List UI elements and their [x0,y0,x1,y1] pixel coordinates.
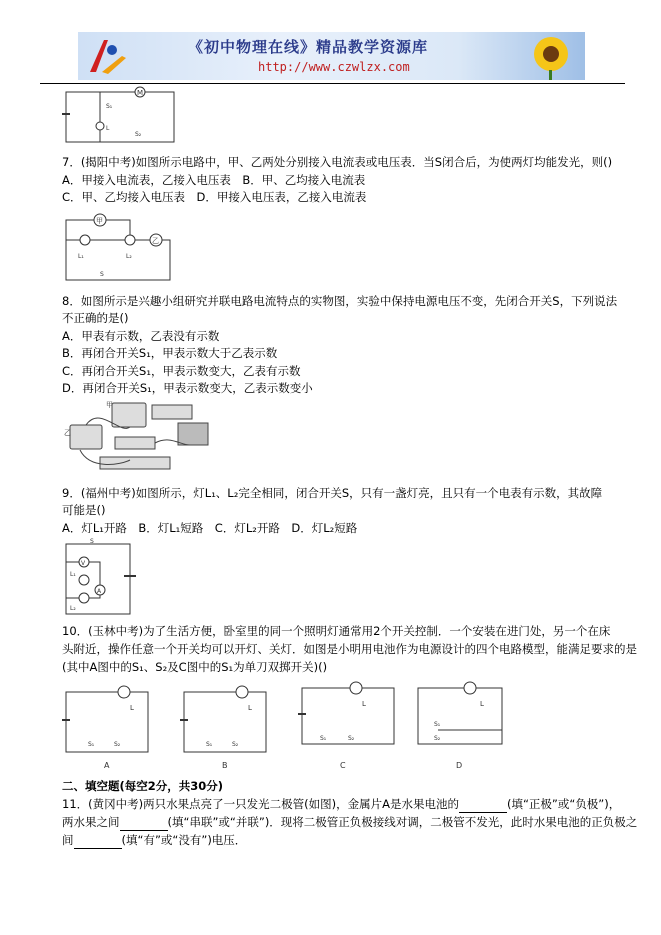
svg-text:L: L [106,125,110,132]
q7-stem: 7．(揭阳中考)如图所示电路中，甲、乙两处分别接入电流表或电压表．当S闭合后，为使两灯均能发光，则() [62,155,613,169]
q10-stem-1: 10．(玉林中考)为了生活方便，卧室里的同一个照明灯通常用2个开关控制．一个安装在进门处，另一个在床 [62,624,611,638]
experiment-photo-q8 [60,395,220,477]
svg-text:V: V [81,560,86,567]
circuit-option-d [418,682,502,770]
svg-text:L₂: L₂ [126,253,132,260]
answer-blank-3[interactable] [74,836,122,849]
q8-option-d[interactable]: D．再闭合开关S₁，甲表示数变大，乙表示数变小 [62,381,313,395]
svg-text:乙: 乙 [152,237,159,245]
q8-option-c[interactable]: C．再闭合开关S₁，甲表示数变大，乙表有示数 [62,364,301,378]
circuit-options-q10 [58,680,508,772]
svg-text:S₁: S₁ [434,721,441,728]
svg-text:S₂: S₂ [135,131,142,138]
q8-option-b[interactable]: B．再闭合开关S₁，甲表示数大于乙表示数 [62,346,278,360]
svg-text:S: S [90,538,94,545]
q11-line-3: 间 (填“有”或“没有”)电压． [62,833,247,847]
svg-text:L₁: L₁ [70,571,76,578]
q9-stem-2: 可能是() [62,503,106,517]
svg-text:甲: 甲 [106,401,113,409]
q8-stem-2: 不正确的是() [62,311,129,325]
svg-text:S₁: S₁ [320,735,327,742]
svg-text:S₂: S₂ [114,741,121,748]
svg-text:S₁: S₁ [88,741,95,748]
q8-stem-1: 8．如图所示是兴趣小组研究并联电路电流特点的实物图，实验中保持电源电压不变，先闭合开关S，下列说法 [62,294,618,308]
sunflower-icon [518,34,584,80]
q9-stem-1: 9．(福州中考)如图所示，灯L₁、L₂完全相同，闭合开关S，只有一盏灯亮，且只有一个电表有示数，其故障 [62,486,603,500]
svg-text:L₂: L₂ [70,605,76,612]
q10-stem-2: 头附近，操作任意一个开关均可以开灯、关灯．如图是小明用电池作为电源设计的四个电路模型，能满足要求的是 [62,642,637,656]
q7-options-ab[interactable]: A．甲接入电流表，乙接入电压表 B．甲、乙均接入电流表 [62,173,366,187]
circuit-diagram-1 [60,86,180,148]
svg-text:D: D [456,761,463,770]
q7-options-cd[interactable]: C．甲、乙均接入电压表 D．甲接入电压表，乙接入电流表 [62,190,367,204]
svg-text:L: L [130,704,134,712]
svg-text:S₂: S₂ [232,741,239,748]
svg-text:S₁: S₁ [206,741,213,748]
circuit-diagram-2 [60,208,175,284]
svg-text:A: A [97,588,102,595]
svg-text:乙: 乙 [64,429,71,437]
circuit-option-c [298,682,394,770]
circuit-option-b [180,686,266,770]
logo-icon [82,36,132,76]
svg-text:S₂: S₂ [434,735,441,742]
svg-text:L₁: L₁ [78,253,84,260]
q10-stem-3: (其中A图中的S₁、S₂及C图中的S₁为单刀双掷开关)() [62,660,328,674]
svg-text:B: B [222,761,228,770]
q9-options[interactable]: A．灯L₁开路 B．灯L₁短路 C．灯L₂开路 D．灯L₂短路 [62,521,358,535]
answer-blank-1[interactable] [459,800,507,813]
svg-text:L: L [248,704,252,712]
svg-text:A: A [104,761,110,770]
q8-option-a[interactable]: A．甲表有示数，乙表没有示数 [62,329,220,343]
svg-text:C: C [340,761,346,770]
svg-text:M: M [137,89,144,97]
circuit-option-a [62,686,148,770]
q11-line-1: 11．(黄冈中考)两只水果点亮了一只发光二极管(如图)，金属片A是水果电池的 (填“正极”或“负极”)， [62,797,621,811]
svg-text:S: S [100,271,104,278]
circuit-diagram-3 [60,538,140,618]
header-banner [78,32,585,80]
svg-text:S₁: S₁ [106,103,113,110]
site-url[interactable]: http://www.czwlzx.com [258,60,410,74]
site-title: 《初中物理在线》精品教学资源库 [188,38,429,56]
svg-text:甲: 甲 [96,217,103,225]
svg-text:L: L [362,700,366,708]
section-2-heading: 二、填空题(每空2分，共30分) [62,779,224,793]
svg-text:L: L [480,700,484,708]
svg-text:S₂: S₂ [348,735,355,742]
answer-blank-2[interactable] [120,818,168,831]
header-rule [40,83,625,84]
q11-line-2: 两水果之间 (填“串联”或“并联”)．现将二极管正负极接线对调，二极管不发光，此时水果电池的正负极之 [62,815,638,829]
